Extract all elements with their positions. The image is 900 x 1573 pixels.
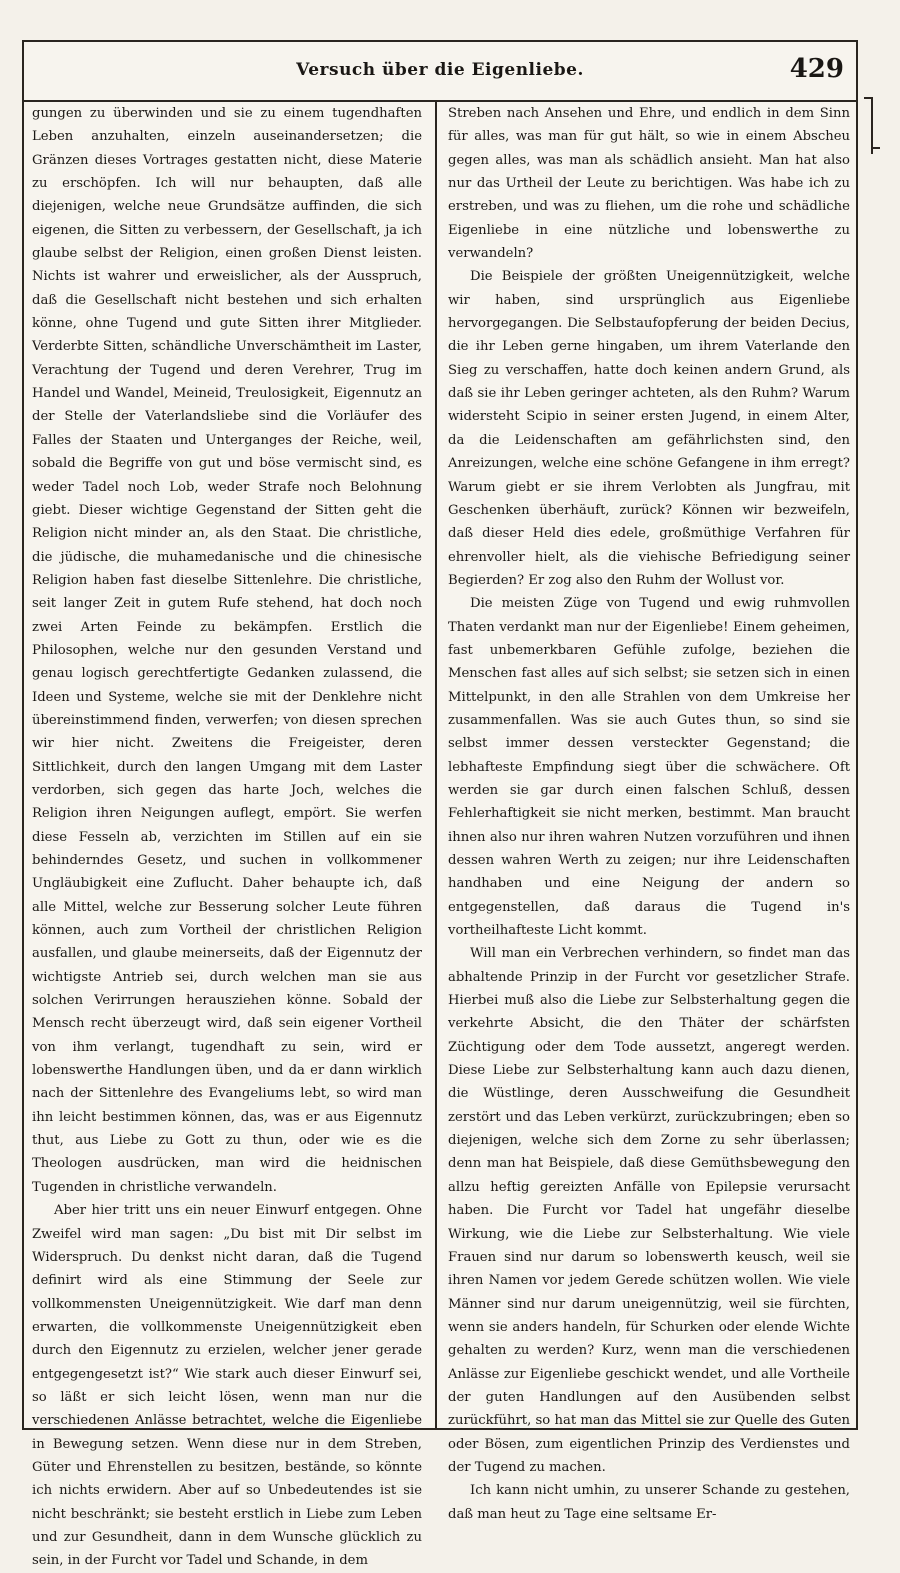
paragraph: Aber hier tritt uns ein neuer Einwurf entgegen. Ohne Zweifel wird man sagen: „Du bist mit Dir selbst im Widerspruch. Du denkst nicht daran, daß die Tugend definirt wird als eine Stimmung der Seele zur vollkommensten Uneigennützigkeit. Wie darf man denn erwarten, die vollkommenste Uneigennützigkeit eben durch den Eigennutz zu erzielen, welcher jener gerade entgegengesetzt ist?“ Wie stark auch dieser Einwurf sei, so läßt er sich leicht lösen, wenn man nur die verschiedenen Anlässe betrachtet, welche die Eigenliebe in Bewegung setzen. Wenn diese nur in dem Streben, Güter und Ehrenstellen zu besitzen, bestände, so könnte ich nichts erwidern. Aber auf so Unbedeutendes ist sie nicht beschränkt; sie besteht erstlich in Liebe zum Leben und zur Gesundheit, dann in dem Wunsche glücklich zu sein, in der Furcht vor Tadel und Schande, in dem bbox=[32, 1203, 422, 1569]
paragraph: Ich kann nicht umhin, zu unserer Schande zu gestehen, daß man heut zu Tage eine seltsame Er- bbox=[448, 1483, 850, 1522]
paragraph: Streben nach Ansehen und Ehre, und endlich in dem Sinn für alles, was man für gut hält, so wie in einem Abscheu gegen alles, was man als schädlich ansieht. Man hat also nur das Urtheil der Leute zu berichtigen. Was habe ich zu erstreben, und was zu fliehen, um die rohe und schädliche Eigenliebe in eine nützliche und lobenswerthe zu verwandeln? bbox=[448, 106, 850, 262]
paragraph: gungen zu überwinden und sie zu einem tugendhaften Leben anzuhalten, einzeln auseinandersetzen; die Gränzen dieses Vortrages gestatten nicht, diese Materie zu erschöpfen. Ich will nur behaupten, daß alle diejenigen, welche neue Grundsätze auffinden, die sich eigenen, die Sitten zu verbessern, der Gesellschaft, ja ich glaube selbst der Religion, einen großen Dienst leisten. Nichts ist wahrer und erweislicher, als der Ausspruch, daß die Gesellschaft nicht bestehen und sich erhalten könne, ohne Tugend und gute Sitten ihrer Mitglieder. Verderbte Sitten, schändliche Unverschämtheit im Laster, Verachtung der Tugend und deren Verehrer, Trug im Handel und Wandel, Meineid, Treulosigkeit, Eigennutz an der Stelle der Vaterlandsliebe sind die Vorläufer des Falles der Staaten und Unterganges der Reiche, weil, sobald die Begriffe von gut und böse vermischt sind, es weder Tadel noch Lob, weder Strafe noch Belohnung giebt. Dieser wichtige Gegenstand der Sitten geht die Religion nicht minder an, als den Staat. Die christliche, die jüdische, die muhamedanische und die chinesische Religion haben fast dieselbe Sittenlehre. Die christliche, seit langer Zeit in gutem Rufe stehend, hat doch noch zwei Arten Feinde zu bekämpfen. Erstlich die Philosophen, welche nur den gesunden Verstand und genau logisch gerechtfertigte Gedanken zulassend, die Ideen und Systeme, welche sie mit der Denklehre nicht übereinstimmend finden, verwerfen; von diesen sprechen wir hier nicht. Zweitens die Freigeister, deren Sittlichkeit, durch den langen Umgang mit dem Laster verdorben, sich gegen das harte Joch, welches die Religion ihren Neigungen auflegt, empört. Sie werfen diese Fesseln ab, verzichten im Stillen auf ein sie behinderndes Gesetz, und suchen in vollkommener Ungläubigkeit eine Zuflucht. Daher behaupte ich, daß alle Mittel, welche zur Besserung solcher Leute führen können, auch zum Vortheil der christlichen Religion ausfallen, und glaube meinerseits, daß der Eigennutz der wichtigste Antrieb sei, durch welchen man sie aus solchen Verirrungen herausziehen könne. Sobald der Mensch recht überzeugt wird, daß sein eigener Vortheil von ihm verlangt, tugendhaft zu sein, wird er lobenswerthe Handlungen üben, und da er dann wirklich nach der Sittenlehre des Evangeliums lebt, so wird man ihn leicht bestimmen können, das, was er aus Eigennutz thut, aus Liebe zu Gott zu thun, oder wie es die Theologen ausdrücken, man wird die heidnischen Tugenden in christliche verwandeln. bbox=[32, 106, 422, 1195]
page-header bbox=[24, 42, 856, 102]
page-number: 429 bbox=[789, 54, 844, 84]
paragraph: Will man ein Verbrechen verhindern, so findet man das abhaltende Prinzip in der Furcht vor gesetzlicher Strafe. Hierbei muß also die Liebe zur Selbsterhaltung gegen die verkehrte Absicht, die den Thäter der schärfsten Züchtigung oder dem Tode aussetzt, angeregt werden. Diese Liebe zur Selbsterhaltung kann auch dazu dienen, die Wüstlinge, deren Ausschweifung die Gesundheit zerstört und das Leben verkürzt, zurückzubringen; eben so diejenigen, welche sich dem Zorne zu sehr überlassen; denn man hat Beispiele, daß diese Gemüthsbewegung den allzu heftig gereizten Anfälle von Epilepsie verursacht haben. Die Furcht vor Tadel hat ungefähr dieselbe Wirkung, wie die Liebe zur Selbsterhaltung. Wie viele Frauen sind nur darum so lobenswerth keusch, weil sie ihren Namen vor jedem Gerede schützen wollen. Wie viele Männer sind nur darum uneigennützig, weil sie fürchten, wenn sie anders handeln, für Schurken oder elende Wichte gehalten zu werden? Kurz, wenn man die verschiedenen Anlässe zur Eigenliebe geschickt wendet, und alle Vortheile der guten Handlungen auf den Ausübenden selbst zurückführt, so hat man das Mittel sie zur Quelle des Guten oder Bösen, zum eigentlichen Prinzip des Verdienstes und der Tugend zu machen. bbox=[448, 946, 850, 1475]
page-frame bbox=[22, 40, 858, 1569]
paragraph: Die Beispiele der größten Uneigennützigkeit, welche wir haben, sind ursprünglich aus Eigenliebe hervorgegangen. Die Selbstaufopferung der beiden Decius, die ihr Leben gerne hingaben, um ihrem Vaterlande den Sieg zu verschaffen, hatte doch keinen andern Grund, als daß sie ihr Leben geringer achteten, als den Ruhm? Warum widersteht Scipio in seiner ersten Jugend, in einem Alter, da die Leidenschaften am gefährlichsten sind, den Anreizungen, welche eine schöne Gefangene in ihm erregt? Warum giebt er sie ihrem Verlobten als Jungfrau, mit Geschenken überhäuft, zurück? Können wir bezweifeln, daß dieser Held dies edele, großmüthige Verfahren für ehrenvoller hielt, als die viehische Befriedigung seiner Begierden? Er zog also den Ruhm der Wollust vor. bbox=[448, 269, 850, 588]
paragraph: Die meisten Züge von Tugend und ewig ruhmvollen Thaten verdankt man nur der Eigenliebe! Einem geheimen, fast unbemerkbaren Gefühle zufolge, beziehen die Menschen fast alles auf sich selbst; sie setzen sich in einen Mittelpunkt, in den alle Strahlen von dem Umkreise her zusammenfallen. Was sie auch Gutes thun, so sind sie selbst immer dessen versteckter Gegenstand; die lebhafteste Empfindung siegt über die schwächere. Oft werden sie gar durch einen falschen Schluß, dessen Fehlerhaftigkeit sie nicht merken, bestimmt. Man braucht ihnen also nur ihren wahren Nutzen vorzuführen und ihnen dessen wahren Werth zu zeigen; nur ihre Leidenschaften handhaben und eine Neigung der andern so entgegenstellen, daß daraus die Tugend in's vortheilhafteste Licht kommt. bbox=[448, 596, 850, 939]
column-divider bbox=[435, 102, 437, 1428]
margin-bracket-mark bbox=[862, 96, 882, 156]
left-column bbox=[32, 102, 428, 1569]
running-title: Versuch über die Eigenliebe. bbox=[296, 60, 584, 80]
text-columns bbox=[24, 102, 856, 1569]
right-column bbox=[444, 102, 850, 1522]
